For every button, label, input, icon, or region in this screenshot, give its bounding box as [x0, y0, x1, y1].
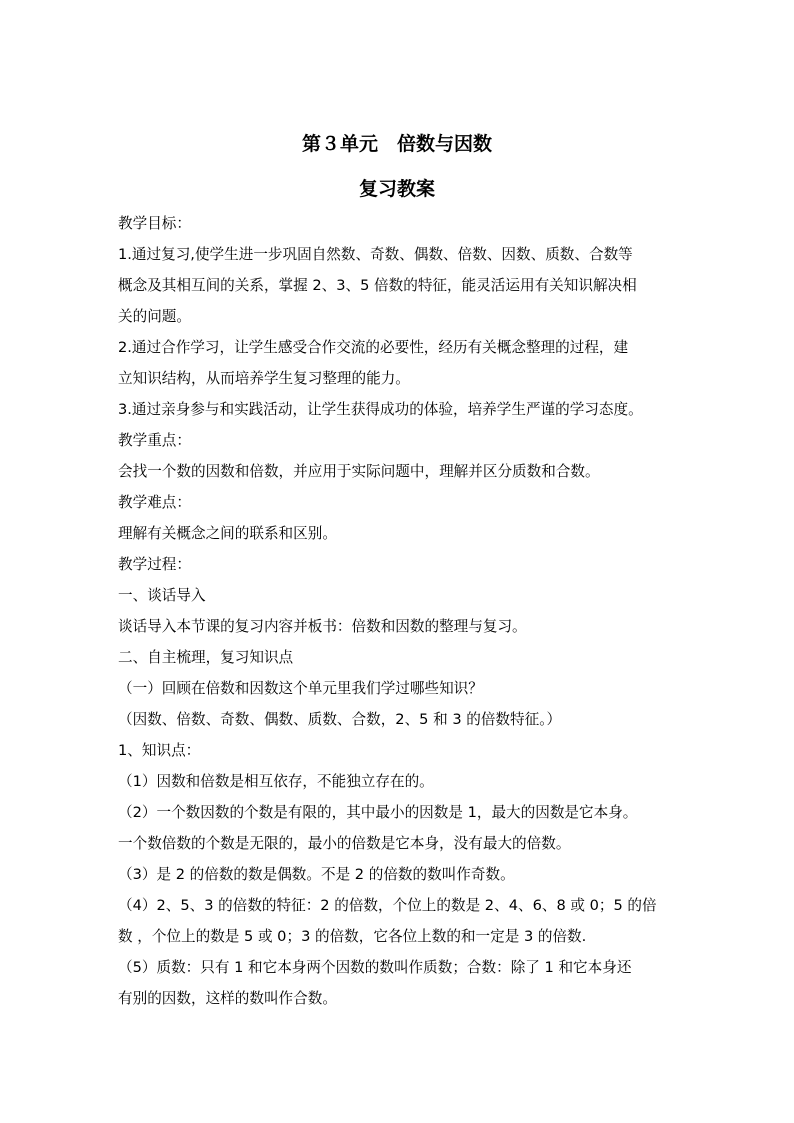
knowledge-points-heading: 1、知识点：: [118, 742, 201, 759]
subsection-1-question: （一）回顾在倍数和因数这个单元里我们学过哪些知识？: [118, 680, 483, 697]
heading-key-points: 教学重点：: [118, 432, 191, 449]
document-body: [118, 208, 698, 1014]
document-subtitle: 复习教案: [358, 178, 435, 200]
goal-1-line-1: 1.通过复习,使学生进一步巩固自然数、奇数、偶数、倍数、因数、质数、合数等: [118, 246, 633, 263]
point-5-line-1: （5）质数：只有 1 和它本身两个因数的数叫作质数；合数：除了 1 和它本身还: [118, 959, 632, 976]
point-2-line-1: （2）一个数因数的个数是有限的，其中最小的因数是 1，最大的因数是它本身。: [118, 804, 638, 821]
section-2-heading: 二、自主梳理，复习知识点: [118, 649, 294, 666]
document-title: 第３单元 倍数与因数: [301, 133, 492, 155]
key-points-text: 会找一个数的因数和倍数，并应用于实际问题中，理解并区分质数和合数。: [118, 463, 600, 480]
section-1-heading: 一、谈话导入: [118, 587, 206, 604]
difficulties-text: 理解有关概念之间的联系和区别。: [118, 525, 337, 542]
point-2-line-2: 一个数倍数的个数是无限的，最小的倍数是它本身，没有最大的倍数。: [118, 835, 571, 852]
goal-1-line-2: 概念及其相互间的关系，掌握 2、3、5 倍数的特征，能灵活运用有关知识解决相: [118, 277, 637, 294]
heading-process: 教学过程：: [118, 556, 191, 573]
heading-teaching-goals: 教学目标：: [118, 215, 191, 232]
goal-2-line-2: 立知识结构，从而培养学生复习整理的能力。: [118, 370, 410, 387]
heading-difficulties: 教学难点：: [118, 494, 191, 511]
goal-2-line-1: 2.通过合作学习，让学生感受合作交流的必要性，经历有关概念整理的过程，建: [118, 339, 629, 356]
subsection-1-answer: （因数、倍数、奇数、偶数、质数、合数，2、5 和 3 的倍数特征。）: [118, 711, 562, 728]
point-4-line-1: （4）2、5、3 的倍数的特征：2 的倍数，个位上的数是 2、4、6、8 或 0；5 的倍: [118, 897, 657, 914]
point-1: （1）因数和倍数是相互依存，不能独立存在的。: [118, 773, 434, 790]
goal-1-line-3: 关的问题。: [118, 308, 191, 325]
section-1-text: 谈话导入本节课的复习内容并板书：倍数和因数的整理与复习。: [118, 618, 527, 635]
goal-3-line: 3.通过亲身参与和实践活动，让学生获得成功的体验，培养学生严谨的学习态度。: [118, 401, 643, 418]
point-5-line-2: 有别的因数，这样的数叫作合数。: [118, 990, 337, 1007]
point-4-line-2: 数 ，个位上的数是 5 或 0；3 的倍数，它各位上数的和一定是 3 的倍数.: [118, 928, 587, 945]
point-3: （3）是 2 的倍数的数是偶数。不是 2 的倍数的数叫作奇数。: [118, 866, 515, 883]
